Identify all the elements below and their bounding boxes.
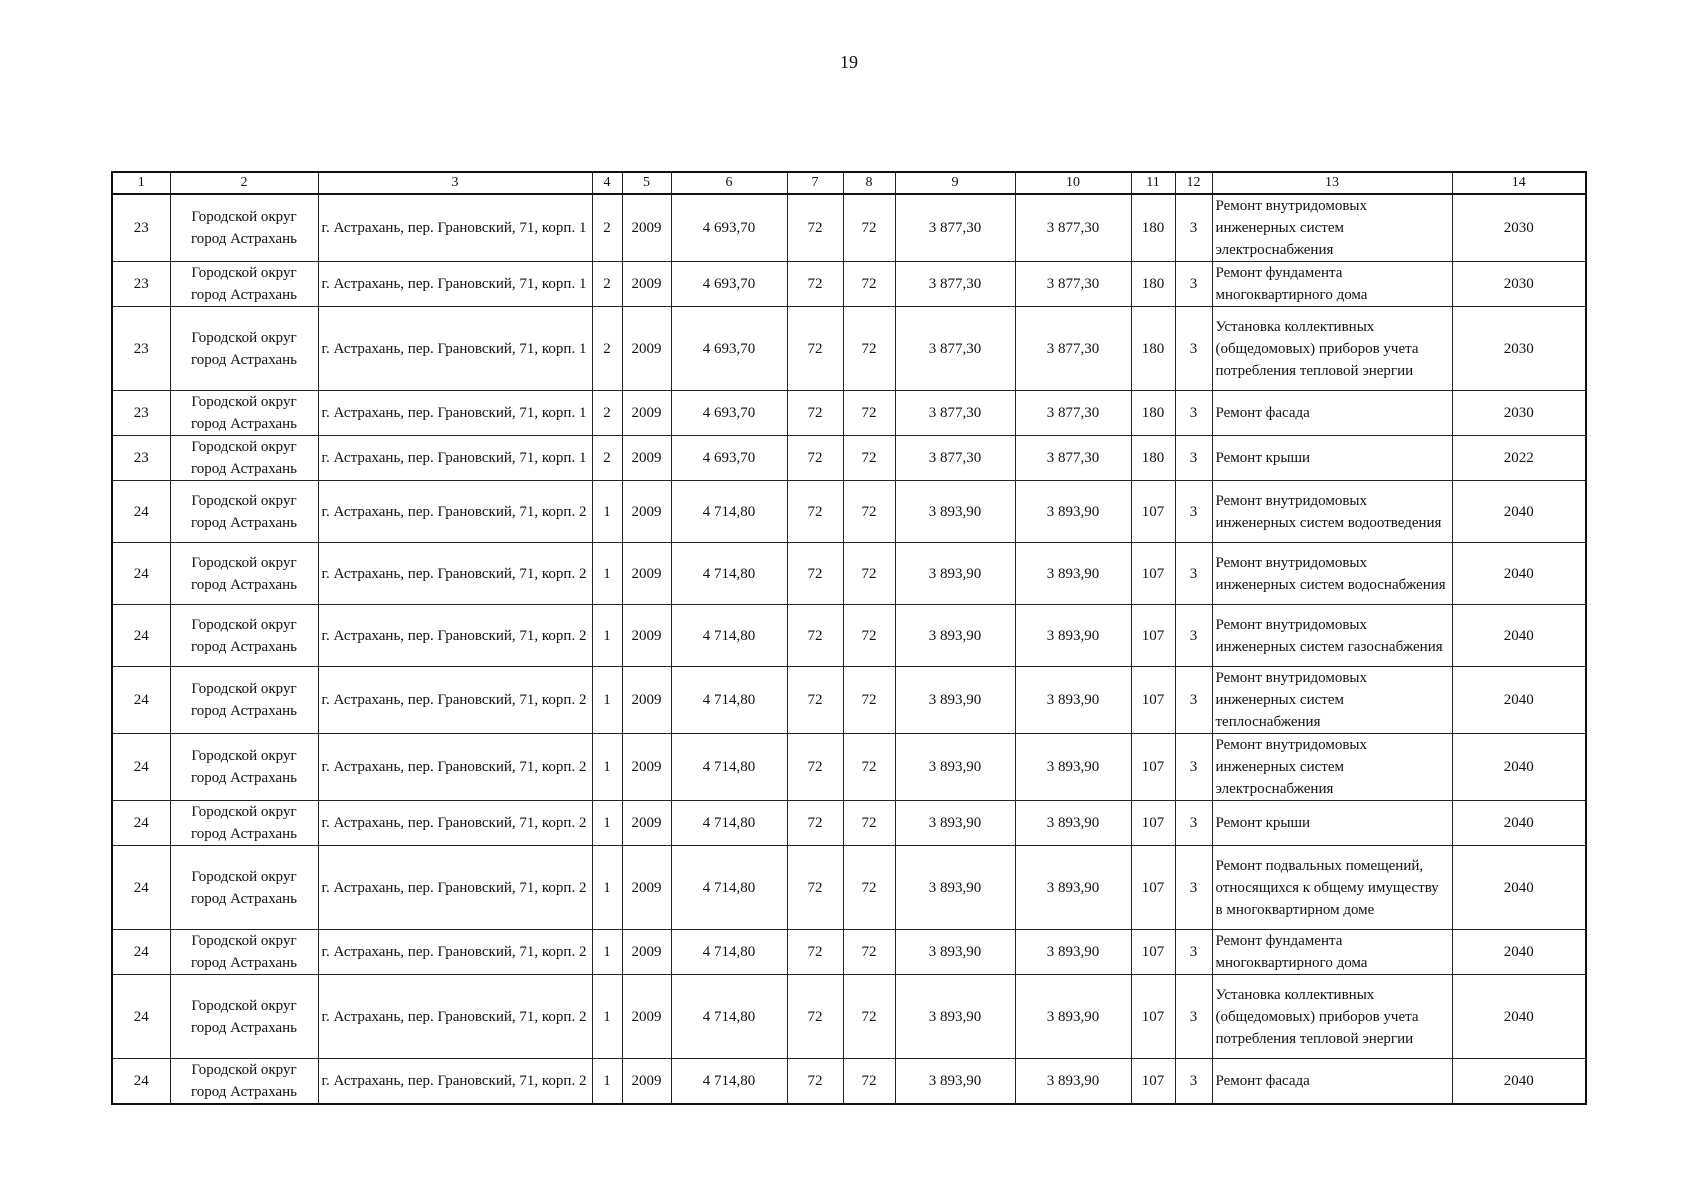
cell-col-9: 3 893,90 bbox=[895, 543, 1015, 605]
cell-planned-year: 2040 bbox=[1452, 975, 1586, 1059]
cell-col-7: 72 bbox=[787, 975, 843, 1059]
cell-col-4: 1 bbox=[592, 975, 622, 1059]
col-header-2: 2 bbox=[170, 172, 318, 194]
col-header-14: 14 bbox=[1452, 172, 1586, 194]
cell-col-7: 72 bbox=[787, 930, 843, 975]
cell-address: г. Астрахань, пер. Грановский, 71, корп. 2 bbox=[318, 543, 592, 605]
cell-municipality: Городской округ город Астрахань bbox=[170, 481, 318, 543]
cell-col-4: 1 bbox=[592, 734, 622, 801]
cell-col-8: 72 bbox=[843, 262, 895, 307]
cell-col-8: 72 bbox=[843, 481, 895, 543]
cell-address: г. Астрахань, пер. Грановский, 71, корп. 2 bbox=[318, 930, 592, 975]
cell-col-12: 3 bbox=[1175, 1059, 1212, 1105]
cell-work-type: Ремонт крыши bbox=[1212, 801, 1452, 846]
cell-col-10: 3 893,90 bbox=[1015, 975, 1131, 1059]
cell-planned-year: 2040 bbox=[1452, 1059, 1586, 1105]
cell-col-7: 72 bbox=[787, 605, 843, 667]
cell-col-4: 2 bbox=[592, 391, 622, 436]
cell-planned-year: 2040 bbox=[1452, 481, 1586, 543]
cell-address: г. Астрахань, пер. Грановский, 71, корп. 1 bbox=[318, 262, 592, 307]
cell-col-10: 3 877,30 bbox=[1015, 194, 1131, 262]
cell-col-8: 72 bbox=[843, 734, 895, 801]
cell-total-area: 4 714,80 bbox=[671, 543, 787, 605]
cell-col-8: 72 bbox=[843, 391, 895, 436]
cell-year: 2009 bbox=[622, 667, 671, 734]
cell-total-area: 4 714,80 bbox=[671, 1059, 787, 1105]
cell-col-11: 107 bbox=[1131, 605, 1175, 667]
col-header-7: 7 bbox=[787, 172, 843, 194]
cell-col-7: 72 bbox=[787, 194, 843, 262]
cell-municipality: Городской округ город Астрахань bbox=[170, 667, 318, 734]
cell-col-7: 72 bbox=[787, 307, 843, 391]
cell-total-area: 4 693,70 bbox=[671, 307, 787, 391]
col-header-11: 11 bbox=[1131, 172, 1175, 194]
cell-col-12: 3 bbox=[1175, 543, 1212, 605]
cell-total-area: 4 714,80 bbox=[671, 667, 787, 734]
cell-planned-year: 2030 bbox=[1452, 391, 1586, 436]
cell-year: 2009 bbox=[622, 436, 671, 481]
cell-col-11: 180 bbox=[1131, 262, 1175, 307]
cell-address: г. Астрахань, пер. Грановский, 71, корп. 2 bbox=[318, 801, 592, 846]
col-header-3: 3 bbox=[318, 172, 592, 194]
cell-municipality: Городской округ город Астрахань bbox=[170, 194, 318, 262]
cell-item-number: 24 bbox=[112, 667, 170, 734]
cell-col-11: 107 bbox=[1131, 975, 1175, 1059]
cell-col-10: 3 893,90 bbox=[1015, 543, 1131, 605]
cell-col-10: 3 877,30 bbox=[1015, 391, 1131, 436]
cell-col-4: 2 bbox=[592, 262, 622, 307]
table-body bbox=[112, 194, 1586, 1104]
cell-col-10: 3 877,30 bbox=[1015, 436, 1131, 481]
cell-col-11: 107 bbox=[1131, 846, 1175, 930]
cell-total-area: 4 714,80 bbox=[671, 975, 787, 1059]
cell-year: 2009 bbox=[622, 1059, 671, 1105]
cell-col-10: 3 893,90 bbox=[1015, 846, 1131, 930]
col-header-5: 5 bbox=[622, 172, 671, 194]
cell-col-12: 3 bbox=[1175, 481, 1212, 543]
cell-col-9: 3 893,90 bbox=[895, 481, 1015, 543]
table-row bbox=[112, 930, 1586, 975]
cell-item-number: 24 bbox=[112, 801, 170, 846]
cell-item-number: 23 bbox=[112, 307, 170, 391]
cell-col-10: 3 893,90 bbox=[1015, 801, 1131, 846]
cell-col-10: 3 893,90 bbox=[1015, 481, 1131, 543]
cell-item-number: 24 bbox=[112, 481, 170, 543]
cell-municipality: Городской округ город Астрахань bbox=[170, 846, 318, 930]
cell-col-10: 3 877,30 bbox=[1015, 262, 1131, 307]
cell-col-4: 1 bbox=[592, 667, 622, 734]
cell-year: 2009 bbox=[622, 391, 671, 436]
col-header-4: 4 bbox=[592, 172, 622, 194]
cell-col-9: 3 893,90 bbox=[895, 846, 1015, 930]
cell-work-type: Ремонт внутридомовых инженерных систем электроснабжения bbox=[1212, 194, 1452, 262]
cell-col-7: 72 bbox=[787, 667, 843, 734]
cell-municipality: Городской округ город Астрахань bbox=[170, 262, 318, 307]
cell-total-area: 4 714,80 bbox=[671, 801, 787, 846]
col-header-13: 13 bbox=[1212, 172, 1452, 194]
cell-col-8: 72 bbox=[843, 436, 895, 481]
cell-col-9: 3 893,90 bbox=[895, 605, 1015, 667]
cell-address: г. Астрахань, пер. Грановский, 71, корп. 2 bbox=[318, 605, 592, 667]
cell-col-7: 72 bbox=[787, 734, 843, 801]
cell-total-area: 4 714,80 bbox=[671, 481, 787, 543]
cell-work-type: Ремонт крыши bbox=[1212, 436, 1452, 481]
cell-year: 2009 bbox=[622, 801, 671, 846]
cell-col-12: 3 bbox=[1175, 194, 1212, 262]
table-row bbox=[112, 1059, 1586, 1105]
cell-col-8: 72 bbox=[843, 930, 895, 975]
table-row bbox=[112, 436, 1586, 481]
cell-item-number: 24 bbox=[112, 975, 170, 1059]
cell-year: 2009 bbox=[622, 481, 671, 543]
table-row bbox=[112, 481, 1586, 543]
cell-col-8: 72 bbox=[843, 194, 895, 262]
cell-municipality: Городской округ город Астрахань bbox=[170, 801, 318, 846]
cell-col-7: 72 bbox=[787, 1059, 843, 1105]
cell-year: 2009 bbox=[622, 846, 671, 930]
cell-item-number: 23 bbox=[112, 391, 170, 436]
cell-col-11: 107 bbox=[1131, 543, 1175, 605]
table-row bbox=[112, 667, 1586, 734]
cell-col-12: 3 bbox=[1175, 262, 1212, 307]
cell-municipality: Городской округ город Астрахань bbox=[170, 1059, 318, 1105]
cell-work-type: Ремонт внутридомовых инженерных систем водоснабжения bbox=[1212, 543, 1452, 605]
cell-item-number: 24 bbox=[112, 930, 170, 975]
cell-col-11: 180 bbox=[1131, 391, 1175, 436]
cell-year: 2009 bbox=[622, 605, 671, 667]
table-row bbox=[112, 391, 1586, 436]
cell-col-4: 1 bbox=[592, 846, 622, 930]
cell-col-7: 72 bbox=[787, 543, 843, 605]
cell-year: 2009 bbox=[622, 975, 671, 1059]
cell-planned-year: 2040 bbox=[1452, 801, 1586, 846]
cell-col-8: 72 bbox=[843, 667, 895, 734]
cell-total-area: 4 714,80 bbox=[671, 605, 787, 667]
cell-col-10: 3 893,90 bbox=[1015, 667, 1131, 734]
cell-work-type: Ремонт фундамента многоквартирного дома bbox=[1212, 262, 1452, 307]
cell-work-type: Ремонт фасада bbox=[1212, 1059, 1452, 1105]
cell-municipality: Городской округ город Астрахань bbox=[170, 543, 318, 605]
cell-col-7: 72 bbox=[787, 801, 843, 846]
cell-municipality: Городской округ город Астрахань bbox=[170, 436, 318, 481]
cell-col-4: 1 bbox=[592, 605, 622, 667]
cell-col-11: 180 bbox=[1131, 307, 1175, 391]
cell-item-number: 23 bbox=[112, 194, 170, 262]
cell-address: г. Астрахань, пер. Грановский, 71, корп. 2 bbox=[318, 734, 592, 801]
cell-col-11: 107 bbox=[1131, 667, 1175, 734]
cell-item-number: 23 bbox=[112, 436, 170, 481]
cell-planned-year: 2040 bbox=[1452, 667, 1586, 734]
cell-col-4: 1 bbox=[592, 801, 622, 846]
cell-item-number: 23 bbox=[112, 262, 170, 307]
cell-item-number: 24 bbox=[112, 846, 170, 930]
cell-work-type: Ремонт внутридомовых инженерных систем водоотведения bbox=[1212, 481, 1452, 543]
table-row bbox=[112, 543, 1586, 605]
col-header-12: 12 bbox=[1175, 172, 1212, 194]
cell-col-9: 3 893,90 bbox=[895, 1059, 1015, 1105]
cell-address: г. Астрахань, пер. Грановский, 71, корп. 1 bbox=[318, 436, 592, 481]
cell-total-area: 4 714,80 bbox=[671, 846, 787, 930]
col-header-8: 8 bbox=[843, 172, 895, 194]
cell-col-9: 3 877,30 bbox=[895, 436, 1015, 481]
cell-work-type: Ремонт внутридомовых инженерных систем теплоснабжения bbox=[1212, 667, 1452, 734]
table-row bbox=[112, 262, 1586, 307]
table-row bbox=[112, 307, 1586, 391]
cell-col-9: 3 877,30 bbox=[895, 194, 1015, 262]
cell-col-10: 3 893,90 bbox=[1015, 734, 1131, 801]
cell-total-area: 4 693,70 bbox=[671, 391, 787, 436]
cell-total-area: 4 693,70 bbox=[671, 262, 787, 307]
col-header-6: 6 bbox=[671, 172, 787, 194]
cell-planned-year: 2040 bbox=[1452, 605, 1586, 667]
cell-planned-year: 2030 bbox=[1452, 194, 1586, 262]
table-row bbox=[112, 801, 1586, 846]
cell-col-9: 3 893,90 bbox=[895, 975, 1015, 1059]
cell-year: 2009 bbox=[622, 307, 671, 391]
cell-col-12: 3 bbox=[1175, 436, 1212, 481]
cell-col-7: 72 bbox=[787, 262, 843, 307]
cell-col-12: 3 bbox=[1175, 391, 1212, 436]
cell-work-type: Ремонт подвальных помещений, относящихся к общему имуществу в многоквартирном доме bbox=[1212, 846, 1452, 930]
cell-item-number: 24 bbox=[112, 734, 170, 801]
cell-col-10: 3 877,30 bbox=[1015, 307, 1131, 391]
cell-col-11: 180 bbox=[1131, 194, 1175, 262]
cell-planned-year: 2030 bbox=[1452, 307, 1586, 391]
cell-col-10: 3 893,90 bbox=[1015, 605, 1131, 667]
cell-col-9: 3 893,90 bbox=[895, 667, 1015, 734]
cell-col-12: 3 bbox=[1175, 930, 1212, 975]
table-row bbox=[112, 734, 1586, 801]
cell-total-area: 4 693,70 bbox=[671, 436, 787, 481]
cell-address: г. Астрахань, пер. Грановский, 71, корп. 2 bbox=[318, 1059, 592, 1105]
cell-col-8: 72 bbox=[843, 605, 895, 667]
cell-year: 2009 bbox=[622, 734, 671, 801]
cell-item-number: 24 bbox=[112, 1059, 170, 1105]
registry-table bbox=[111, 171, 1587, 1105]
cell-col-7: 72 bbox=[787, 481, 843, 543]
cell-col-9: 3 893,90 bbox=[895, 930, 1015, 975]
cell-municipality: Городской округ город Астрахань bbox=[170, 734, 318, 801]
cell-address: г. Астрахань, пер. Грановский, 71, корп. 2 bbox=[318, 846, 592, 930]
cell-municipality: Городской округ город Астрахань bbox=[170, 975, 318, 1059]
cell-col-9: 3 893,90 bbox=[895, 801, 1015, 846]
cell-total-area: 4 714,80 bbox=[671, 930, 787, 975]
cell-address: г. Астрахань, пер. Грановский, 71, корп. 1 bbox=[318, 307, 592, 391]
cell-work-type: Установка коллективных (общедомовых) приборов учета потребления тепловой энергии bbox=[1212, 307, 1452, 391]
cell-year: 2009 bbox=[622, 194, 671, 262]
cell-col-11: 180 bbox=[1131, 436, 1175, 481]
cell-planned-year: 2030 bbox=[1452, 262, 1586, 307]
cell-work-type: Ремонт фасада bbox=[1212, 391, 1452, 436]
cell-col-11: 107 bbox=[1131, 734, 1175, 801]
cell-col-4: 1 bbox=[592, 1059, 622, 1105]
cell-col-4: 1 bbox=[592, 543, 622, 605]
cell-municipality: Городской округ город Астрахань bbox=[170, 391, 318, 436]
cell-planned-year: 2022 bbox=[1452, 436, 1586, 481]
cell-col-4: 2 bbox=[592, 307, 622, 391]
header-row bbox=[112, 172, 1586, 194]
cell-municipality: Городской округ город Астрахань bbox=[170, 930, 318, 975]
cell-col-8: 72 bbox=[843, 975, 895, 1059]
cell-total-area: 4 714,80 bbox=[671, 734, 787, 801]
cell-work-type: Ремонт внутридомовых инженерных систем электроснабжения bbox=[1212, 734, 1452, 801]
cell-year: 2009 bbox=[622, 543, 671, 605]
cell-col-10: 3 893,90 bbox=[1015, 1059, 1131, 1105]
table-row bbox=[112, 975, 1586, 1059]
table-row bbox=[112, 846, 1586, 930]
col-header-10: 10 bbox=[1015, 172, 1131, 194]
cell-col-12: 3 bbox=[1175, 734, 1212, 801]
cell-col-8: 72 bbox=[843, 801, 895, 846]
cell-col-4: 2 bbox=[592, 194, 622, 262]
table-row bbox=[112, 605, 1586, 667]
col-header-1: 1 bbox=[112, 172, 170, 194]
cell-col-8: 72 bbox=[843, 1059, 895, 1105]
cell-work-type: Ремонт фундамента многоквартирного дома bbox=[1212, 930, 1452, 975]
cell-col-12: 3 bbox=[1175, 667, 1212, 734]
table-row bbox=[112, 194, 1586, 262]
cell-municipality: Городской округ город Астрахань bbox=[170, 307, 318, 391]
cell-work-type: Установка коллективных (общедомовых) приборов учета потребления тепловой энергии bbox=[1212, 975, 1452, 1059]
page-number: 19 bbox=[840, 52, 858, 72]
cell-col-4: 1 bbox=[592, 930, 622, 975]
cell-planned-year: 2040 bbox=[1452, 734, 1586, 801]
cell-planned-year: 2040 bbox=[1452, 930, 1586, 975]
cell-col-8: 72 bbox=[843, 846, 895, 930]
cell-col-10: 3 893,90 bbox=[1015, 930, 1131, 975]
cell-col-9: 3 877,30 bbox=[895, 307, 1015, 391]
cell-col-12: 3 bbox=[1175, 846, 1212, 930]
cell-col-11: 107 bbox=[1131, 481, 1175, 543]
cell-item-number: 24 bbox=[112, 543, 170, 605]
cell-col-9: 3 893,90 bbox=[895, 734, 1015, 801]
cell-col-4: 1 bbox=[592, 481, 622, 543]
cell-year: 2009 bbox=[622, 930, 671, 975]
cell-work-type: Ремонт внутридомовых инженерных систем газоснабжения bbox=[1212, 605, 1452, 667]
cell-col-9: 3 877,30 bbox=[895, 391, 1015, 436]
cell-col-11: 107 bbox=[1131, 1059, 1175, 1105]
cell-planned-year: 2040 bbox=[1452, 846, 1586, 930]
cell-col-12: 3 bbox=[1175, 605, 1212, 667]
cell-col-11: 107 bbox=[1131, 930, 1175, 975]
cell-address: г. Астрахань, пер. Грановский, 71, корп. 2 bbox=[318, 481, 592, 543]
cell-planned-year: 2040 bbox=[1452, 543, 1586, 605]
cell-col-7: 72 bbox=[787, 391, 843, 436]
col-header-9: 9 bbox=[895, 172, 1015, 194]
cell-col-11: 107 bbox=[1131, 801, 1175, 846]
cell-address: г. Астрахань, пер. Грановский, 71, корп. 2 bbox=[318, 667, 592, 734]
cell-col-8: 72 bbox=[843, 307, 895, 391]
cell-year: 2009 bbox=[622, 262, 671, 307]
cell-col-9: 3 877,30 bbox=[895, 262, 1015, 307]
cell-col-4: 2 bbox=[592, 436, 622, 481]
cell-total-area: 4 693,70 bbox=[671, 194, 787, 262]
cell-col-12: 3 bbox=[1175, 801, 1212, 846]
cell-address: г. Астрахань, пер. Грановский, 71, корп. 2 bbox=[318, 975, 592, 1059]
cell-municipality: Городской округ город Астрахань bbox=[170, 605, 318, 667]
cell-item-number: 24 bbox=[112, 605, 170, 667]
cell-col-12: 3 bbox=[1175, 975, 1212, 1059]
cell-address: г. Астрахань, пер. Грановский, 71, корп. 1 bbox=[318, 194, 592, 262]
cell-col-8: 72 bbox=[843, 543, 895, 605]
cell-col-7: 72 bbox=[787, 846, 843, 930]
cell-address: г. Астрахань, пер. Грановский, 71, корп. 1 bbox=[318, 391, 592, 436]
cell-col-7: 72 bbox=[787, 436, 843, 481]
cell-col-12: 3 bbox=[1175, 307, 1212, 391]
